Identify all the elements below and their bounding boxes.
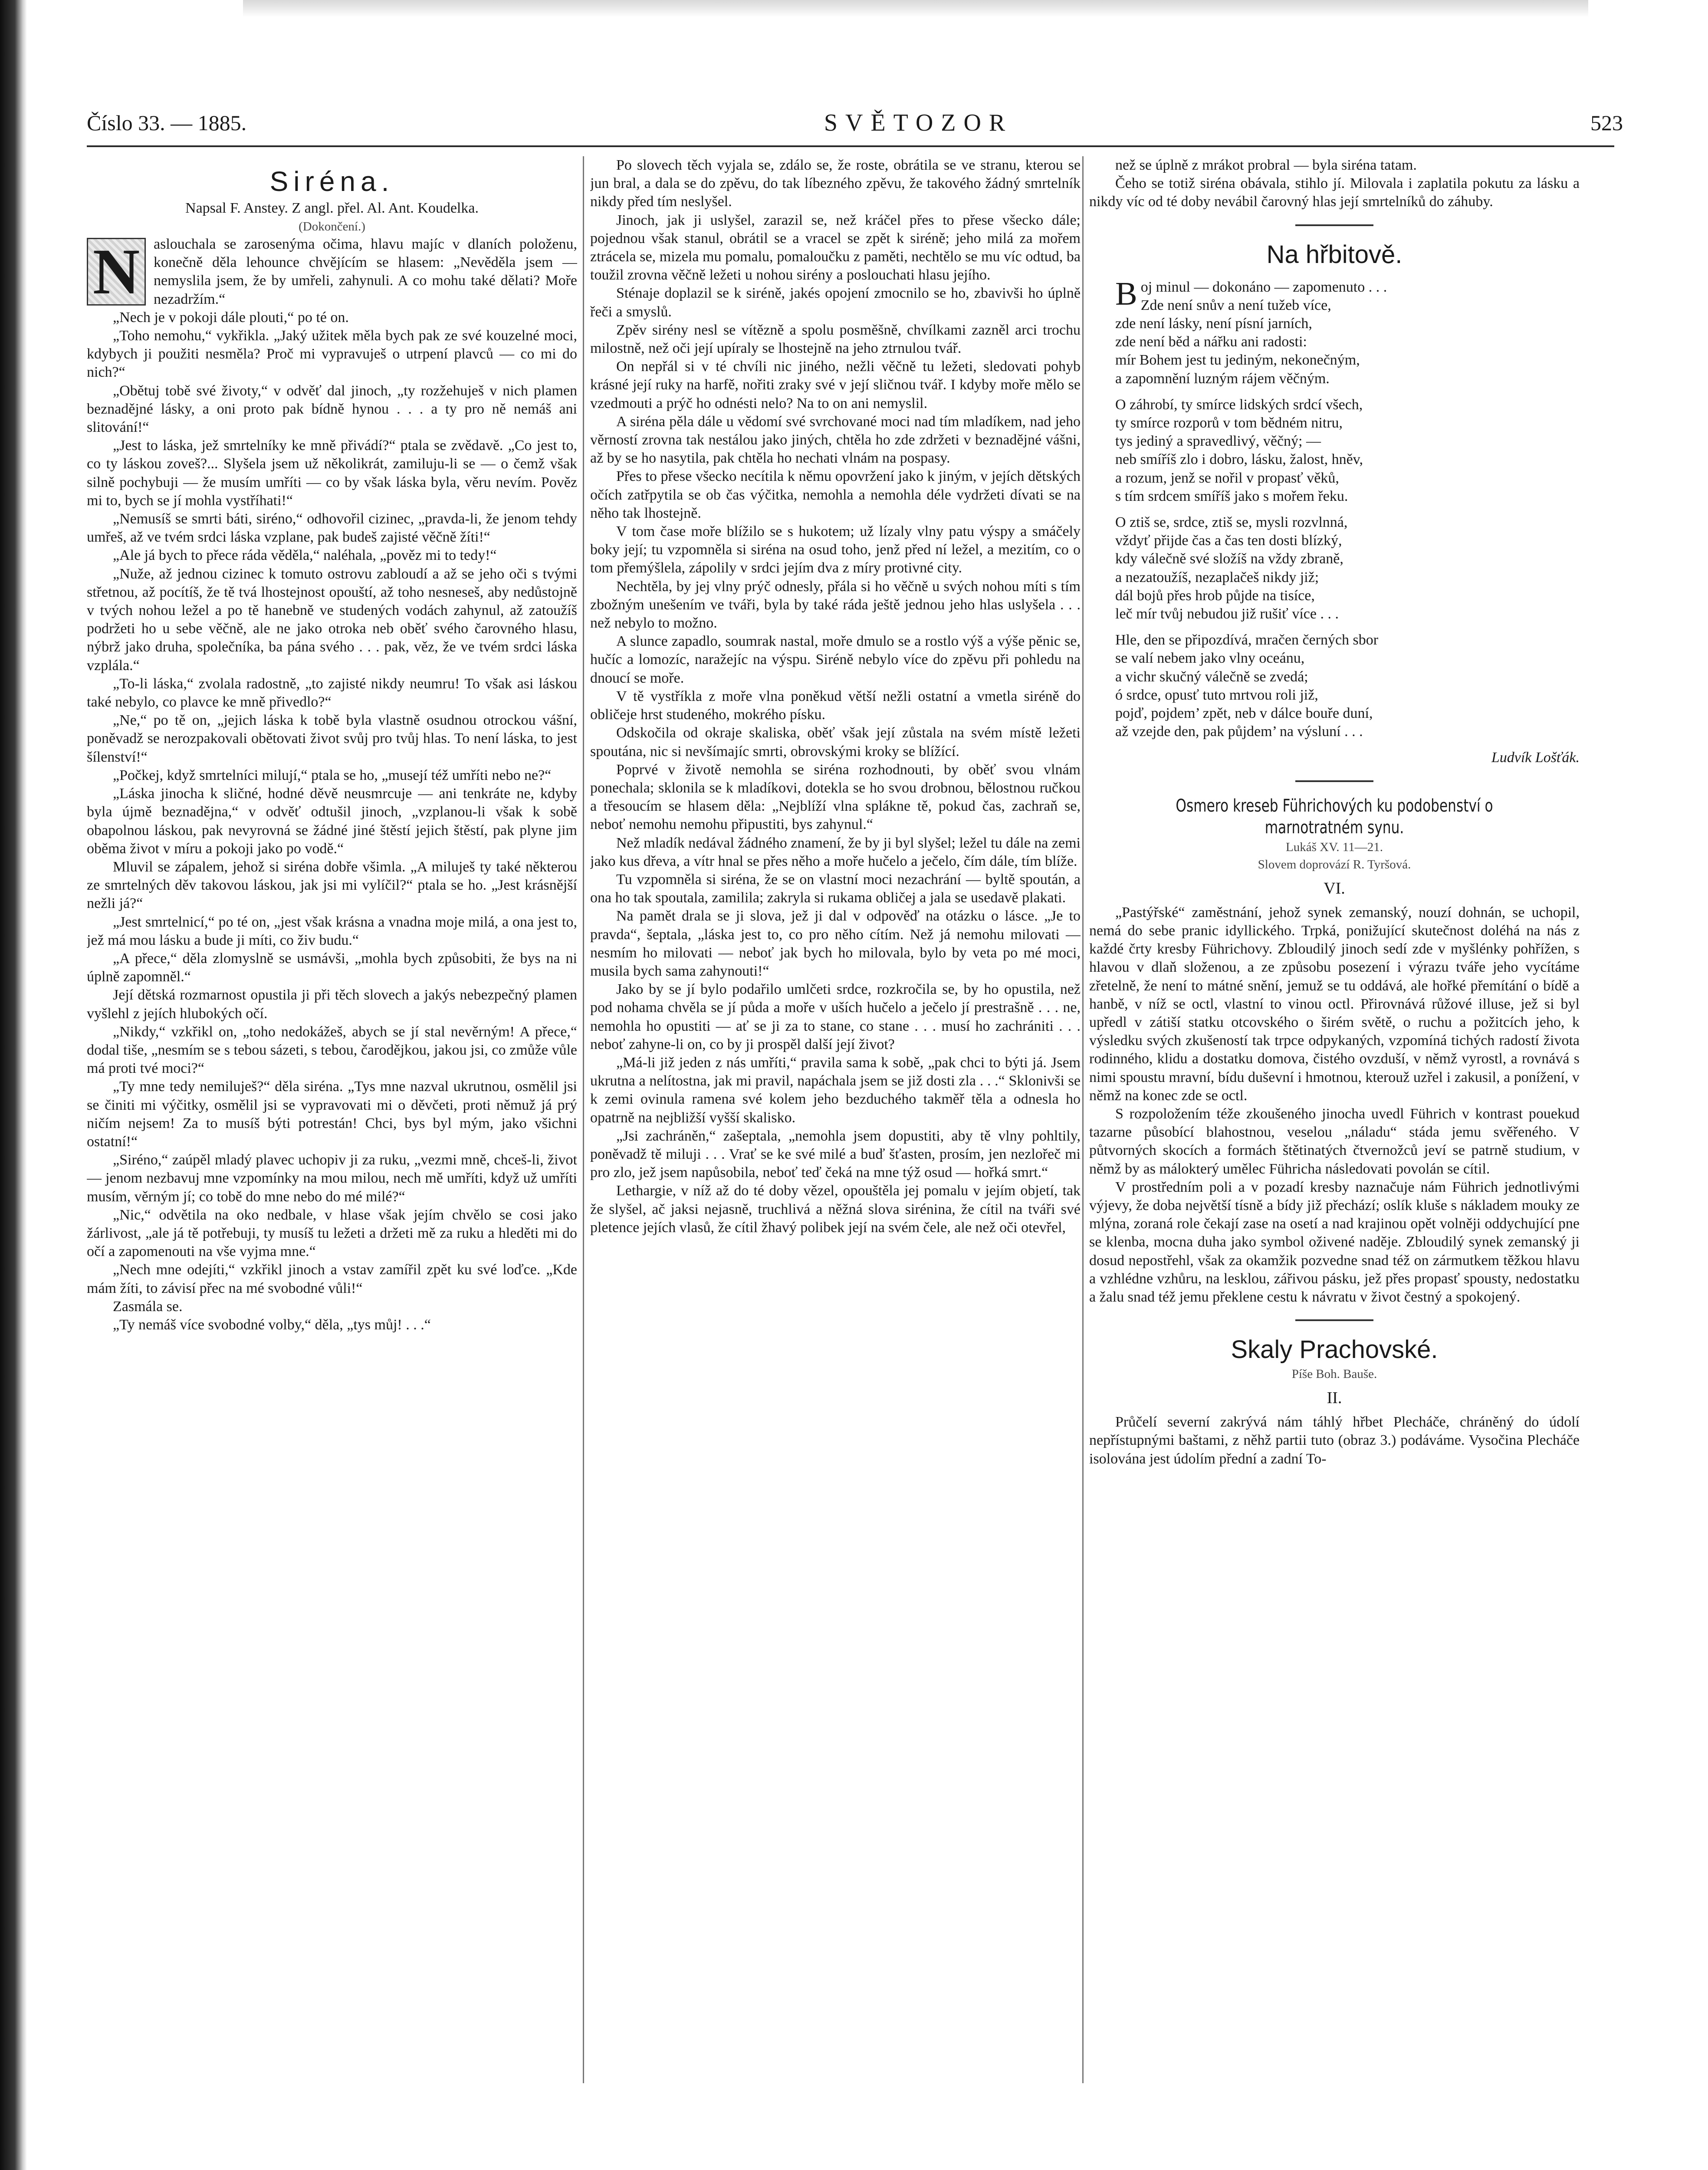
- poem-line: a vichr skučný válečně se zvedá;: [1115, 668, 1308, 685]
- article-title: Osmero kreseb Führichových ku podobenství o marnotratném synu.: [1176, 796, 1493, 838]
- paragraph: Jako by se jí bylo podařilo umlčeti srdce, rozkročila se, by ho opustila, než pod nohama chvěla se jí půda a moře v uších hučelo a ječelo jí prestrašně . . . ne, nemohla ho opustiti — ať se ji za to stane, co stane . . . musí ho zachrániti . . . neboť zahyne-li on, co by ji prospěl další její život?: [590, 981, 1081, 1052]
- book-binding-edge: [0, 0, 27, 2170]
- paragraph: „Počkej, když smrtelníci milují,“ ptala se ho, „musejí též umříti nebo ne?“: [113, 767, 552, 783]
- paragraph: Její dětská rozmarnost opustila ji při těch slovech a jakýs nebezpečný plamen vyšlehl z jejích hlubokých očí.: [87, 987, 577, 1022]
- paragraph: „Toho nemohu,“ vykřikla. „Jaký užitek měla bych pak ze své kouzelné moci, kdybych ji použiti nesměla? Proč mi vypravuješ o utrpení plavců — co mi do nich?“: [87, 328, 577, 381]
- article-byline: Píše Boh. Bauše.: [1291, 1367, 1377, 1381]
- paragraph: „Ty nemáš více svobodné volby,“ děla, „tys můj! . . .“: [113, 1316, 431, 1333]
- drop-cap: N: [87, 238, 146, 306]
- poem-line: leč mír tvůj nebudou již rušiť více . . .: [1115, 606, 1339, 622]
- poem-line: O záhrobí, ty smírce lidských srdcí všech,: [1115, 396, 1363, 413]
- article-title: Skaly Prachovské.: [1231, 1335, 1438, 1364]
- poem-line: Hle, den se připozdívá, mračen černých sbor: [1115, 632, 1379, 648]
- poem-stanza: [1089, 513, 1580, 623]
- poem-signature: Ludvík Lošťák.: [1491, 750, 1580, 766]
- header-rule: [87, 145, 1614, 147]
- poem-line: se valí nebem jako vlny oceánu,: [1115, 650, 1305, 667]
- column-1: [87, 156, 577, 2170]
- article-body: [590, 156, 1081, 1237]
- paragraph: Zpěv sirény nesl se vítězně a spolu posměšně, chvílkami zazněl arci trochu milostně, než oči její upíraly se lhostejně na jeho ztrnulou tvář.: [590, 322, 1081, 357]
- masthead: SVĚTOZOR: [824, 109, 1013, 136]
- paragraph: Lethargie, v níž až do té doby vězel, opouštěla jej pomalu v jejím objetí, tak že slyšel, ač jaksi nejasně, truchlivá a něžná slova sirénina, že cítil na tváři své pletence jejích vlasů, že cítil žhavý polibek její na svém čele, ale než oči otevřel,: [590, 1183, 1081, 1236]
- poem-body: [1089, 275, 1580, 741]
- paragraph: Než mladík nedával žádného znamení, že by ji byl slyšel; ležel tu dále na zemi jako kus dřeva, a vítr hnal se přes něho a moře hučelo a ječelo, čím dále, tím blíže.: [590, 835, 1081, 869]
- column-divider: [1082, 156, 1084, 2083]
- column-divider: [583, 156, 584, 2083]
- paragraph: A slunce zapadlo, soumrak nastal, moře dmulo se a rostlo výš a výše pěnic se, hučíc a lomozíc, naražejíc na výspu. Siréně nebylo více do zpěvu při pohledu na dnoucí se moře.: [590, 633, 1081, 686]
- paragraph: „A přece,“ děla zlomyslně se usmávši, „mohla bych způsobiti, že bys na ni úplně zapomněl.“: [87, 950, 577, 985]
- section-number: VI.: [1324, 879, 1345, 898]
- poem-line: a rozum, jenž se nořil v propasť věků,: [1115, 470, 1339, 486]
- separator: [1295, 780, 1373, 782]
- column-3: [1089, 156, 1580, 2170]
- paragraph: V tě vystříkla z moře vlna poněkud větší nežli ostatní a vmetla siréně do obličeje hrst studeného, mokrého písku.: [590, 688, 1081, 723]
- paragraph: Po slovech těch vyjala se, zdálo se, že roste, obrátila se ve stranu, kterou se jun bral, a dala se do zpěvu, do tak líbezného zpěvu, že takového žádný smrtelník nikdy před tím neslyšel.: [590, 157, 1081, 210]
- poem-line: kdy válečně své složíš na vždy zbraně,: [1115, 551, 1343, 567]
- poem-line: ó srdce, opusť tuto mrtvou roli již,: [1115, 687, 1318, 703]
- paragraph: On nepřál si v té chvíli nic jiného, nežli věčně tu ležeti, sledovati pohyb krásné její ruky na harfě, nořiti zraky své v její sličnou tvář. I kdyby moře mělo se vzedmouti a prýč ho odnésti nelo? Na to on ani nemyslil.: [590, 358, 1081, 411]
- paragraph: Odskočila od okraje skaliska, oběť však její zůstala na svém místě ležeti spoutána, nic si nevšímajíc smrti, obrovskými kroky se blížící.: [590, 725, 1081, 760]
- issue-label: Číslo 33. — 1885.: [87, 111, 247, 135]
- article-title: Siréna.: [269, 166, 394, 197]
- paragraph: „Jest to láska, jež smrtelníky ke mně přivádí?“ ptala se zvědavě. „Co jest to, co ty láskou zoveš?... Slyšela jsem už několikrát, zamiluju-li se — o čemž však silně pochybuji — že musím umříti — co by však láska byla, věru nevím. Pověz mi to, bych se jí mohla vystříhati!“: [87, 437, 577, 509]
- paragraph: Mluvil se zápalem, jehož si siréna dobře všimla. „A miluješ ty také některou ze smrtelných děv takovou láskou, jak jsi mi vylíčil?“ ptala se ho. „Jest krásnější nežli já?“: [87, 858, 577, 912]
- page-header: [87, 108, 1623, 138]
- paragraph: „Ne,“ po tě on, „jejich láska k tobě byla vlastně osudnou otrockou vášní, poněvadž se nerozpakovali obětovati život svůj pro tvůj hlas. To není láska, to jest šílenství!“: [87, 712, 577, 765]
- paragraph: Poprvé v životě nemohla se siréna rozhodnouti, by oběť svou vlnám ponechala; sklonila se k mladíkovi, dotekla se ho svou drobnou, bělostnou ručkou a třesoucím se hlasem děla: „Nejblíží vlna splákne tě, pokud čas, zachraň se, neboť nemohu nemohu připustiti, bys zahynul.“: [590, 761, 1081, 833]
- paragraph: Tu vzpomněla si siréna, že se on vlastní moci nezachrání — byltě spoután, a ona ho tak spoutala, zamilila; zakryla si rukama obličej a jala se usedavě plakati.: [590, 871, 1081, 906]
- poem-stanza: [1089, 275, 1580, 388]
- paragraph: Průčelí severní zakrývá nám táhlý hřbet Plecháče, chráněný do údolí nepřístupnými baštami, z něhž partii tuto (obraz 3.) podáváme. Vysočina Plecháče isolována jest údolím přední a zadní To-: [1089, 1414, 1580, 1467]
- article-body: [87, 235, 577, 1334]
- paragraph: Na pamět drala se ji slova, jež ji dal v odpověď na otázku o lásce. „Je to pravda“, šeptala, „láska jest to, co pro něho cítím. Než já nemohu milovati — nesmím ho milovati — neboť jak bych ho milovala, bylo by veta po mé moci, musila bych sama zahynouti!“: [590, 908, 1081, 979]
- paragraph: Jinoch, jak ji uslyšel, zarazil se, než kráčel přes to přese všecko dále; pojednou však stanul, obrátil se a vracel se zpět k siréně; jeho milá za mořem ztrácela se, mizela mu pomalu, pomaloučku z paměti, nechtělo se mu víc odtud, ba toužil zrovna věčně ležeti u nohou sirény a poslouchati hlasu jejího.: [590, 212, 1081, 283]
- poem-stanza: [1089, 631, 1580, 741]
- paragraph: Zasmála se.: [113, 1298, 183, 1315]
- paragraph: „Ale já bych to přece ráda věděla,“ naléhala, „pověz mi to tedy!“: [113, 547, 497, 564]
- separator: [1295, 1319, 1373, 1321]
- paragraph: „Láska jinocha k sličné, hodné děvě neusmrcuje — ani tenkráte ne, kdyby byla újmě beznadějna,“ v odvěť odtušil jinoch, „vzplanou-li však k sobě obapolnou láskou, pak nevyrovná se žádné jiné štěstí jejich štěstí, pak plyne jim oběma život v míru a pokoji jako po vodě.“: [87, 786, 577, 857]
- paragraph: „Nic,“ odvětila na oko nedbale, v hlase však jejím chvělo se cosi jako žárlivost, „ale já tě potřebuji, ty musíš tu ležeti a držeti mě za ruku a hleděti mi do očí a zapomenouti na vše vyjma mne.“: [87, 1207, 577, 1260]
- paragraph: „Siréno,“ zaúpěl mladý plavec uchopiv ji za ruku, „vezmi mně, chceš-li, život — jenom nezbavuj mne vzpomínky na mou milou, nech mě umříti, když už umříti musím, věrným jí; co tobě do mne nebo do mé milé?“: [87, 1152, 577, 1205]
- paragraph: „Jsi zachráněn,“ zašeptala, „nemohla jsem dopustiti, aby tě vlny pohltily, poněvadž tě miluji . . . Vrať se ke své milé a buď šťasten, prosím, jen nezlořeč mi pro zlo, jež jsem napůsobila, neboť teď čeká na mne týž osud — hořká smrt.“: [590, 1128, 1081, 1181]
- paragraph: „To-li láska,“ zvolala radostně, „to zajisté nikdy neumru! To však asi láskou také nebylo, co plavce ke mně přivedlo?“: [87, 675, 577, 710]
- paragraph: „Má-li již jeden z nás umříti,“ pravila sama k sobě, „pak chci to býti já. Jsem ukrutna a nelítostna, jak mi pravil, napáchala jsem se již dosti zla . . .“ Sklonivši se k zemi ovinula ramena své kolem jeho bezduchého takměř těla a odnesla ho opatrně na nejbližší vyšší skalisko.: [590, 1054, 1081, 1126]
- article-byline: Napsal F. Anstey. Z angl. přel. Al. Ant. Koudelka.: [185, 200, 479, 216]
- poem-line: mír Bohem jest tu jediným, nekonečným,: [1115, 352, 1360, 368]
- poem-line: Boj minul — dokonáno — zapomenuto . . .: [1115, 275, 1387, 312]
- poem-line: zde není běd a nářku ani radosti:: [1115, 334, 1307, 350]
- paragraph: Přes to přese všecko necítila k němu opovržení jako k jiným, v jejích dětských očích zatřpytila se ob čas výčitka, nemohla a nemohla déle vydržeti dívati se na něho tak lhostejně.: [590, 468, 1081, 521]
- poem-line: ty smírce rozporů v tom bědném nitru,: [1115, 415, 1343, 431]
- poem-line: až vzejde den, pak půjdem’ na výsluní . . .: [1115, 723, 1363, 740]
- paragraph: „Nech mne odejíti,“ vzkřikl jinoch a vstav zamířil zpět ku své loďce. „Kde mám žíti, to závisí přec na mé svobodné vůli!“: [87, 1262, 577, 1296]
- paragraph: „Jest smrtelnicí,“ po té on, „jest však krásna a vnadna moje milá, a ona jest to, jež má mou lásku a bude ji míti, co živ budu.“: [87, 914, 577, 948]
- paragraph: „Nuže, až jednou cizinec k tomuto ostrovu zabloudí a až se jeho oči s tvými střetnou, až pocítíš, že tě tvá lhostejnost opouští, až toho nesneseš, aby nedůstojně v tvých nohou ležel a po tě hanebně ve studených vodách zahynul, až zatoužíš podržeti ho u sebe věčně, ale ne jako otroka neb oběť svého čarovného hlasu, nýbrž jako druha, společníka, ba pána svého . . . pak, věz, že ve tvém srdci láska vzplála.“: [87, 566, 577, 674]
- poem-line: O ztiš se, srdce, ztiš se, mysli rozvlnná,: [1115, 514, 1348, 531]
- paragraph: „Obětuj tobě své životy,“ v odvěť dal jinoch, „ty rozžehuješ v nich plamen beznadějné lásky, a oni proto pak bídně hynou . . . a ty pro ně nemáš ani slitování!“: [87, 382, 577, 436]
- poem-line: pojď, pojdem’ zpět, neb v dálce bouře duní,: [1115, 705, 1373, 722]
- paragraph: „Nemusíš se smrti báti, siréno,“ odhovořil cizinec, „pravda-li, že jenom tehdy umřeš, až ve tvém srdci láska vzplane, pak budeš zajisté věčně žíti!“: [87, 511, 577, 546]
- paragraph: A siréna pěla dále u vědomí své svrchované moci nad tím mladíkem, nad jeho věrností zrovna tak nestálou jako jiných, chtěla ho zde zdržeti v beznadějné vášni, až by se ho nasytila, pak chtěla ho nechati vlnám na pospasy.: [590, 413, 1081, 467]
- article-continuation: [1089, 156, 1580, 211]
- poem-title: Na hřbitově.: [1266, 240, 1403, 269]
- drop-cap: B: [1115, 275, 1137, 312]
- separator: [1295, 224, 1373, 226]
- paragraph: „Pastýřské“ zaměstnání, jehož synek zemanský, nouzí dohnán, se uchopil, nemá do sebe pranic idyllického. Trpká, ponižující skutečnost doléhá na nás z každé črty kresby Führichovy. Zbloudilý jinoch sedí zde v myšlénky pohřížen, s hlavou v dlaň složenou, a ze způsobu posezení i výrazu tváře jeho vycítáme zřetelně, že není to mátné snění, jemuž se tu oddává, ale hořké přemítání o bídě a hanbě, v níž se octl, vlastní to vinou octl. Přirovnává růžové illuse, jež si byl upředl v zátiší statku otcovského o širém světě, o ruchu a požitcích jeho, k výsledku svých zkušeností tak trpce odpykaných, vzpomíná tichých radostí života rodinného, klidu a dostatku domova, čistého ovzduší, v němž vyrostl, a rovnává s nimi spoustu mravní, bídu duševní i hmotnou, kterouž uzřel i zakusil, a ponížení, v němž na konec zde se octl.: [1089, 904, 1580, 1104]
- poem-line: neb smíříš zlo i dobro, lásku, žalost, hněv,: [1115, 451, 1363, 468]
- paragraph: Sténaje doplazil se k siréně, jakés opojení zmocnilo se ho, zbavivši ho úplně řeči a smyslů.: [590, 285, 1081, 320]
- continued-label: (Dokončení.): [299, 220, 365, 233]
- paragraph: „Ty mne tedy nemiluješ?“ děla siréna. „Tys mne nazval ukrutnou, osmělil jsi se činiti mi výčitky, osmělil jsi se vypravovati mi o děvčeti, proti němuž já prý ničím nejsem! Za to musíš býti potrestán! Chci, bys byl mým, jako všichni ostatní!“: [87, 1078, 577, 1150]
- poem-line: a zapomnění luzným rájem věčným.: [1115, 370, 1330, 387]
- poem-line: vždyť přijde čas a čas ten dosti blízký,: [1115, 533, 1342, 549]
- poem-line: Zde není snův a není tužeb více,: [1140, 297, 1331, 313]
- paragraph: V tom čase moře blížilo se s hukotem; už lízaly vlny patu výspy a smáčely boky její; tu vzpomněla si siréna na osud toho, jenž před ní ležel, a mezitím, co o tom přemýšlela, zápolily v srdci jejím dva z míry protivné city.: [590, 523, 1081, 576]
- page-number: 523: [1590, 111, 1623, 135]
- column-2: [590, 156, 1081, 2170]
- paragraph: S rozpoložením téže zkoušeného jinocha uvedl Führich v kontrast pouekud tazarne působící blahostnou, veselou „náladu“ stáda jemu svěřeného. V půtvorných skocích a formách štětinatých čtvernožců jeví se patrně studium, v němž by as málokterý umělec Führicha následovati povolán se cítil.: [1089, 1105, 1580, 1177]
- article-body: [1089, 904, 1580, 1306]
- scan-shadow: [243, 0, 1588, 17]
- paragraph: než se úplně z mrákot probral — byla siréna tatam.: [1115, 157, 1417, 173]
- article-body: [1089, 1413, 1580, 1468]
- poem-line: zde není lásky, není písní jarních,: [1115, 316, 1312, 332]
- paragraph: „Nikdy,“ vzkřikl on, „toho nedokážeš, abych se jí stal nevěrným! A přece,“ dodal tiše, „nesmím se s tebou sázeti, s tebou, čarodějkou, jakou jsi, co zmůže vůle má proti tvé moci?“: [87, 1023, 577, 1077]
- section-number: II.: [1327, 1389, 1342, 1407]
- paragraph: Čeho se totiž siréna obávala, stihlo jí. Milovala i zaplatila pokutu za lásku a nikdy víc od té doby nevábil čarovný hlas její smrtelníků do záhuby.: [1089, 175, 1580, 210]
- article-byline: Slovem doprovází R. Tyršová.: [1258, 857, 1411, 871]
- poem-line: tys jediný a spravedlivý, věčný; —: [1115, 433, 1321, 450]
- poem-stanza: [1089, 396, 1580, 506]
- paragraph: N aslouchala se zarosenýma očima, hlavu majíc v dlaních položenu, konečně děla lehounce chvějícím se hlasem: „Nevěděla jsem — nemyslila jsem, že by umřeli, zahynuli. A co mohu také dělati? Moře nezadržím.“: [87, 235, 577, 309]
- poem-line: s tím srdcem smíříš jako s mořem řeku.: [1115, 488, 1348, 504]
- poem-line: a nezatoužíš, nezaplačeš nikdy již;: [1115, 569, 1319, 585]
- bible-reference: Lukáš XV. 11—21.: [1286, 840, 1383, 854]
- paragraph: Nechtěla, by jej vlny prýč odnesly, přála si ho věčně u svých nohou míti s tím zbožným unešením ve tváři, byla by také ráda ještě jednou jeho hlas uslyšela . . . než nebylo to možno.: [590, 578, 1081, 631]
- poem-line: dál bojů přes hrob půjde na tisíce,: [1115, 587, 1315, 604]
- paragraph: V prostředním poli a v pozadí kresby naznačuje nám Führich jednotlivými výjevy, že doba největší tísně a bídy již přechází; oslík kluše s nákladem mouky ze mlýna, zoraná role čekají zase na osetí a nad krajinou opět volněji oddychující pne se klenba, mocna duha jako symbol oživené naděje. Zbloudilý synek zemanský ji dosud nepostřehl, však za okamžik pozvedne snad též on zármutkem těžkou hlavu a vzhlédne vzhůru, na lesklou, zářivou pásku, jež přes propasť spousty, nedostatku a žalu snad též jemu překlene cestu k návratu v život čestný a spokojený.: [1089, 1179, 1580, 1305]
- paragraph: „Nech je v pokoji dále plouti,“ po té on.: [113, 309, 349, 326]
